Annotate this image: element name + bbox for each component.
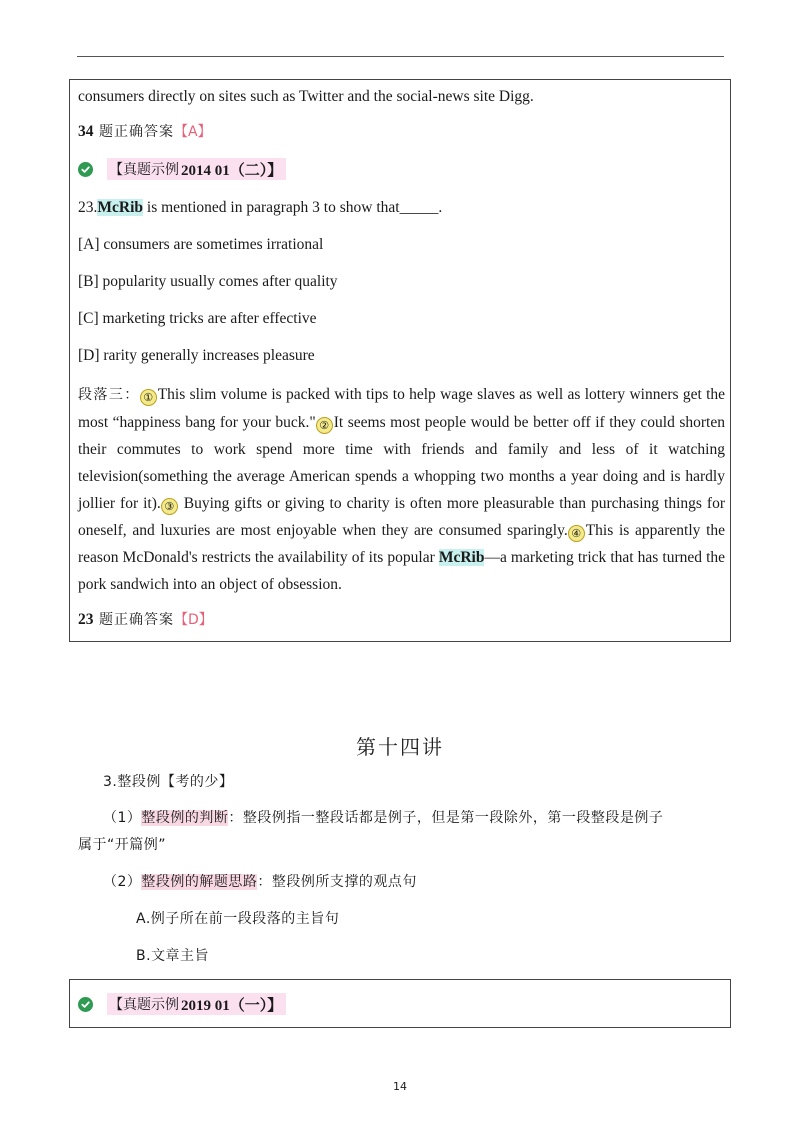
answer-value: 【D】 [173,612,213,628]
check-icon [78,997,93,1012]
marker-4: ④ [568,525,585,542]
mcrib-highlight: McRib [438,549,485,566]
item-1-prefix: （1） [103,810,142,826]
lecture-title: 第十四讲 [356,735,444,759]
sentence-4: This is apparently the reason McDonald's restricts the availability of its popular [78,522,725,566]
intro-line: consumers directly on sites such as Twitter and the social-news site Digg. [78,88,534,105]
answer-number: 34 [78,123,94,140]
answer-23 [78,610,213,630]
example-year: 2019 01（一）】 [181,997,283,1014]
section-sub-b: B.文章主旨 [136,948,210,964]
item-1-text: ：整段例指一整段话都是例子，但是第一段除外，第一段整段是例子 [228,810,664,826]
section-item-2 [103,872,417,892]
item-2-highlight: 整段例的解题思路 [141,874,258,890]
answer-34 [78,122,212,142]
question-highlight: McRib [97,199,144,216]
paragraph-lead: 段落三： [78,387,140,403]
example-label: 【真题示例 [109,997,179,1013]
answer-label: 题正确答案 [93,612,174,628]
sentence-5: —a marketing trick that has turned the pork sandwich into an object of obsession. [78,549,725,593]
section-item-1 [103,808,663,828]
question-text: is mentioned in paragraph 3 to show that_____. [143,199,443,216]
example-header-2019 [78,993,286,1015]
example-year: 2014 01（二）】 [181,162,283,179]
marker-2: ② [316,417,333,434]
item-2-text: ：整段例所支撑的观点句 [257,874,417,890]
sentence-3: Buying gifts or giving to charity is often more pleasurable than purchasing things for oneself, and luxuries are most enjoyable when they are consumed sparingly. [78,495,725,539]
section-sub-a: A.例子所在前一段段落的主旨句 [136,911,340,927]
check-icon [78,162,93,177]
option-d: [D] rarity generally increases pleasure [78,347,315,364]
option-b: [B] popularity usually comes after quality [78,273,338,290]
item-1-highlight: 整段例的判断 [141,810,229,826]
marker-1: ① [140,389,157,406]
answer-label: 题正确答案 [93,124,174,140]
section-heading: 3.整段例【考的少】 [103,774,234,790]
example-label: 【真题示例 [109,162,179,178]
item-2-prefix: （2） [103,874,142,890]
example-label-band [107,993,286,1015]
sentence-2: It seems most people would be better off if they could shorten their commutes to work spend more time with friends and family and less of it watching television(something the average American spends a whopping two months a year doing and is hardly jollier for it). [78,414,725,512]
answer-value: 【A】 [173,124,212,140]
paragraph-three [78,381,725,598]
option-a: [A] consumers are sometimes irrational [78,236,324,253]
page-number: 14 [393,1080,407,1093]
example-box-2014 [69,79,731,642]
answer-number: 23 [78,611,94,628]
marker-3: ③ [161,498,178,515]
option-c: [C] marketing tricks are after effective [78,310,317,327]
header-rule [77,56,724,57]
section-item-1-cont: 属于“开篇例” [78,837,167,853]
example-header-2014 [78,158,286,180]
question-23 [78,198,442,218]
question-number: 23. [78,199,98,216]
example-label-band [107,158,286,180]
example-box-2019 [69,979,731,1028]
sentence-1: This slim volume is packed with tips to help wage slaves as well as lottery winners get the most “happiness bang for your buck." [78,386,726,431]
